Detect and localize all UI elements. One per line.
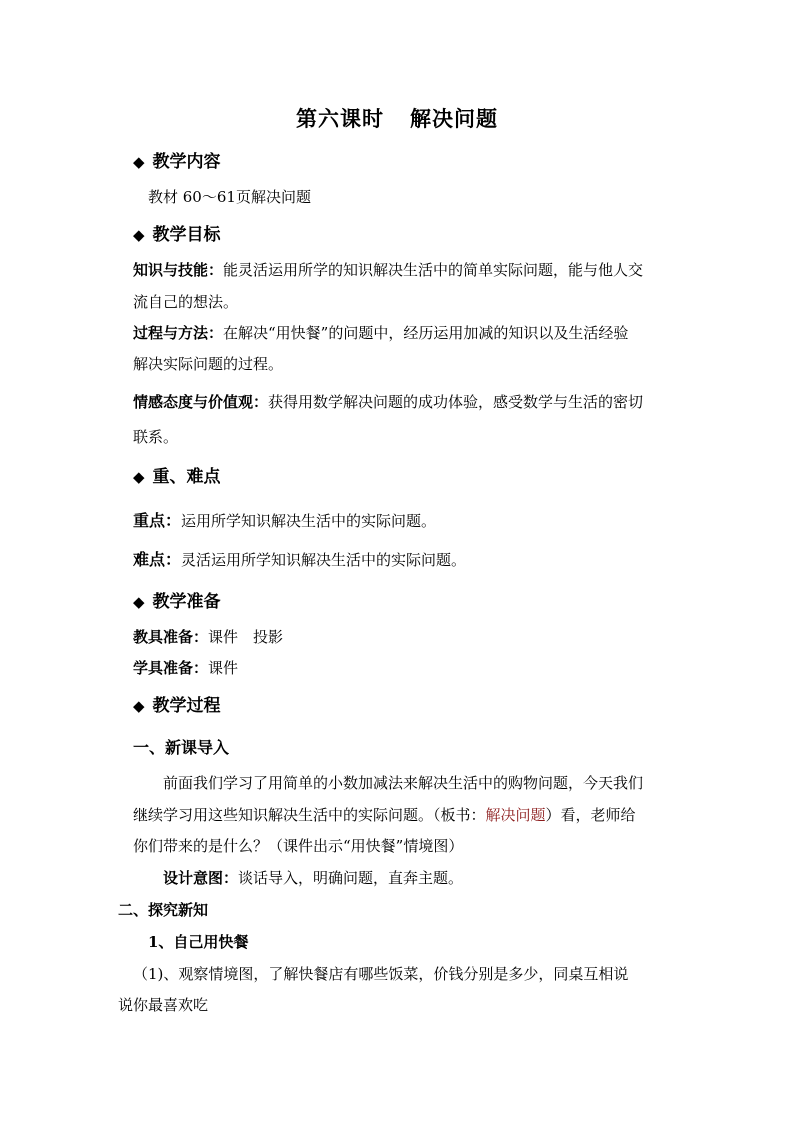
goal-process-line2: 解决实际问题的过程。 (133, 355, 284, 373)
subsection-heading: 1、自己用快餐 (148, 933, 249, 951)
section-heading-goals: ◆ 教学目标 (133, 225, 221, 245)
goal-emotion-line2: 联系。 (133, 428, 179, 446)
prep-teacher-line: 教具准备：课件 投影 (133, 628, 284, 646)
question-line2: 说你最喜欢吃 (118, 996, 209, 1014)
section-heading-content: ◆ 教学内容 (133, 152, 221, 172)
prep-student-line: 学具准备：课件 (133, 659, 239, 677)
diamond-bullet-icon: ◆ (133, 226, 145, 244)
explore-heading: 二、探究新知 (118, 901, 209, 919)
intro-paragraph-line1: 前面我们学习了用简单的小数加减法来解决生活中的购物问题，今天我们 (163, 774, 644, 792)
title-topic: 解决问题 (410, 106, 498, 131)
title-lesson: 第六课时 (296, 106, 384, 131)
section-heading-process: ◆ 教学过程 (133, 696, 221, 716)
diamond-bullet-icon: ◆ (133, 468, 145, 486)
content-line: 教材 60～61页解决问题 (148, 188, 311, 206)
diamond-bullet-icon: ◆ (133, 153, 145, 171)
design-intent-line: 设计意图：谈话导入，明确问题，直奔主题。 (163, 869, 464, 887)
goal-process-line1: 过程与方法：在解决“用快餐”的问题中，经历运用加减的知识以及生活经验 (133, 324, 629, 342)
goal-knowledge-line2: 流自己的想法。 (133, 293, 239, 311)
page-title (0, 103, 794, 133)
section-heading-key: ◆ 重、难点 (133, 467, 221, 487)
diamond-bullet-icon: ◆ (133, 593, 145, 611)
intro-heading: 一、新课导入 (133, 738, 230, 757)
question-line1: （1)、观察情境图，了解快餐店有哪些饭菜，价钱分别是多少，同桌互相说 (133, 965, 629, 983)
intro-paragraph-line3: 你们带来的是什么？（课件出示“用快餐”情境图） (133, 837, 464, 855)
diamond-bullet-icon: ◆ (133, 697, 145, 715)
difficulty-line: 难点：灵活运用所学知识解决生活中的实际问题。 (133, 550, 467, 569)
section-heading-prep: ◆ 教学准备 (133, 592, 221, 612)
board-note-highlight: 解决问题 (485, 806, 546, 824)
key-point-line: 重点：运用所学知识解决生活中的实际问题。 (133, 511, 437, 530)
goal-emotion-line1: 情感态度与价值观：获得用数学解决问题的成功体验，感受数学与生活的密切 (133, 393, 644, 411)
goal-knowledge-line1: 知识与技能：能灵活运用所学的知识解决生活中的简单实际问题，能与他人交 (133, 261, 644, 279)
intro-paragraph-line2: 继续学习用这些知识解决生活中的实际问题。（板书：解决问题）看，老师给 (133, 806, 636, 824)
